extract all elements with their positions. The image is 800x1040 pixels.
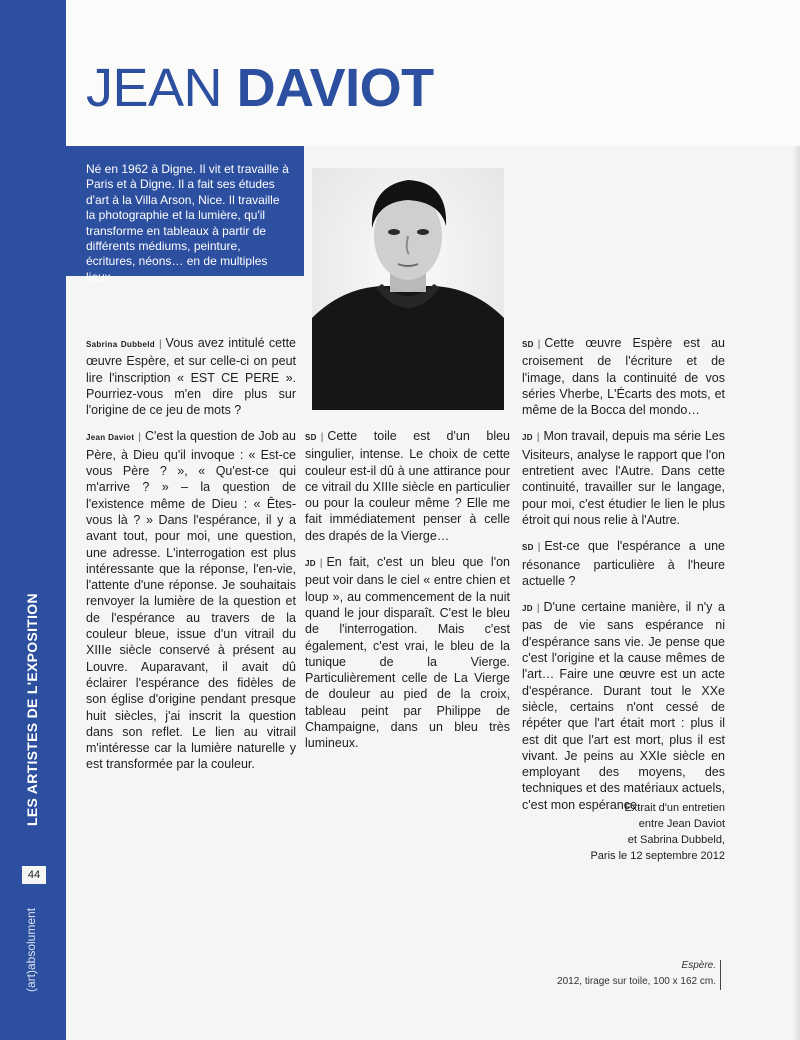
section-label: LES ARTISTES DE L'EXPOSITION [24,593,40,826]
paragraph-text: D'une certaine manière, il n'y a pas de vie sans espérance ni d'espérance sans vie. Je pense que c'est l'origine et la cause mêmes de l'art… Faire une œuvre est un acte d'espérance. Durant tout le XXe siècle, certains n'ont cessé de répéter que l'art était mort : plus il est dit que l'art est mort, plus il est vivant. Je peins au XXIe siècle en employant des moyens, des techniques et des matériaux actuels, c'est mon espérance. [522,600,725,812]
paragraph-text: Est-ce que l'espérance a une résonance particulière à l'heure actuelle ? [522,539,725,588]
artist-last-name: DAVIOT [236,58,434,118]
credit-line: et Sabrina Dubbeld, [627,834,725,846]
interview-credit [522,800,725,864]
credit-line: Extrait d'un entretien [624,802,725,814]
artwork-details: 2012, tirage sur toile, 100 x 162 cm. [557,976,716,987]
interview-paragraph [522,335,725,418]
artwork-title: Espère. [681,960,716,971]
artist-name-title [86,56,434,120]
speaker-label: Sabrina Dubbeld [86,340,155,349]
credit-line: entre Jean Daviot [638,818,725,830]
left-blue-bar [0,0,66,1040]
speaker-separator: | [320,432,324,443]
speaker-label: SD [305,433,317,442]
speaker-separator: | [537,542,541,554]
paragraph-text: C'est la question de Job au Père, à Dieu qu'il invoque : « Est-ce vous Père ? », « Qu'est-ce qui m'arrive ? » – la question de l'existence même de Dieu : « Êtes-vous là ? » Dans l'espérance, il y a avant tout, pour moi, une question, une adresse. L'interrogation est plus intéressante que la réponse, l'en-vie, l'attente d'une réponse. Je souhaitais renvoyer la lumière de la question et de l'espérance au travers de la couleur bleue, issue d'un vitrail du XIIIe siècle conservé à présent au Louvre. Auparavant, il avait dû éclairer l'espérance des fidèles de son église d'origine pendant presque huit siècles, j'ai inscrit la question dans son reflet. Le lien au vitrail m'intéresse car la lumière naturelle y est transformée par la couleur. [86,429,296,772]
interview-paragraph [522,428,725,528]
interview-column-2 [305,428,510,762]
paragraph-text: Cette toile est d'un bleu singulier, intense. Le choix de cette couleur est-il dû à une attirance pour ce vitrail du XIIIe siècle en particulier ou pour la couleur même ? Elle me fait immédiatement penser à celle des drapés de la Vierge… [305,429,510,543]
speaker-separator: | [138,432,141,444]
interview-paragraph [86,335,296,418]
artist-portrait-photo [312,168,504,410]
speaker-label: JD [522,604,533,614]
speaker-label: Jean Daviot [86,433,135,443]
caption-divider [720,960,721,990]
paragraph-text: Cette œuvre Espère est au croisement de l'écriture et de l'image, dans la continuité de vos séries Vherbe, L'Écarts des mots, et même de la Bocca del mondo… [522,336,725,418]
magazine-brand: (art)absolument [24,907,38,992]
artwork-caption [520,958,716,990]
paragraph-text: Mon travail, depuis ma série Les Visiteurs, analyse le rapport que l'on entretient avec l'Autre. Dans cette continuité, travailler sur le langage, pour moi, c'est étudier le lien le plus étroit qui nous relie à l'Autre. [522,429,725,527]
speaker-separator: | [319,558,323,570]
speaker-separator: | [536,603,540,615]
interview-paragraph [522,599,725,813]
artist-bio-box: Né en 1962 à Digne. Il vit et travaille à Paris et à Digne. Il a fait ses études d'art à la Villa Arson, Nice. Il travaille la photographie et la lumière, qu'il transforme en tableaux à partir de différents médiums, peinture, écritures, néons… en de multiples lieux. [66,146,304,276]
interview-column-1 [86,335,296,783]
page-edge-shadow [792,0,800,1040]
speaker-label: JD [522,433,533,443]
speaker-separator: | [537,339,541,350]
interview-paragraph [86,428,296,772]
page-number: 44 [22,866,46,884]
interview-paragraph [305,554,510,752]
paragraph-text: Vous avez intitulé cette œuvre Espère, et sur celle-ci on peut lire l'inscription « EST CE PERE ». Pourriez-vous m'en dire plus sur l'origine de ce jeu de mots ? [86,336,297,418]
interview-column-3 [522,335,725,823]
paragraph-text: En fait, c'est un bleu que l'on peut voir dans le ciel « entre chien et loup », au commencement de la nuit quand le jour disparaît. C'est le bleu de l'interrogation. Mais c'est également, c'est vrai, le bleu de la tunique de la Vierge. Particulièrement celle de La Vierge de douleur au pied de la croix, tableau peint par Philippe de Champaigne, dans un bleu très lumineux. [305,555,510,751]
speaker-label: SD [522,543,534,553]
interview-paragraph [305,428,510,544]
speaker-label: SD [522,340,534,349]
interview-paragraph [522,538,725,589]
speaker-label: JD [305,559,316,569]
speaker-separator: | [158,339,162,350]
artist-first-name: JEAN [86,58,223,118]
speaker-separator: | [536,432,540,444]
credit-line: Paris le 12 septembre 2012 [590,850,725,862]
